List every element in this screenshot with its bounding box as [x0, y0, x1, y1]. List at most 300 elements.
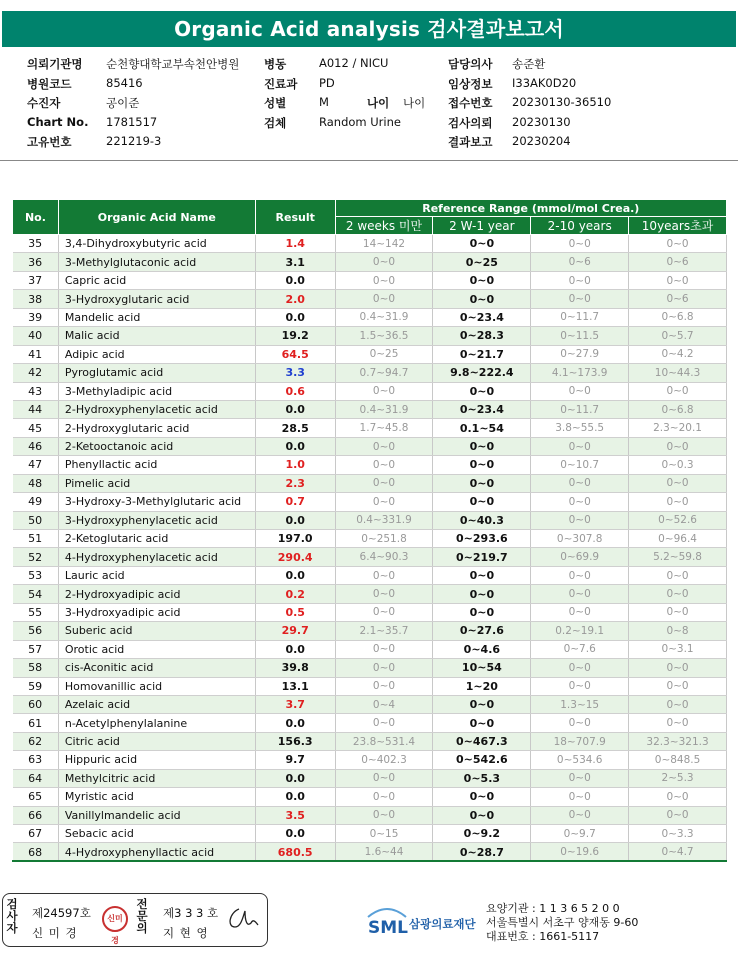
cell-ref-2w-1y: 0~0 [433, 456, 531, 474]
cell-ref-2-10y: 0~307.8 [531, 530, 629, 548]
table-row [13, 788, 727, 806]
cell-ref-2w-1y: 0~4.6 [433, 640, 531, 658]
cell-no: 39 [13, 308, 59, 326]
cell-ref-2-10y: 0~0 [531, 769, 629, 787]
requesting-org: 순천향대학교부속천안병원 [106, 57, 240, 71]
cell-ref-over-10y: 32.3~321.3 [629, 732, 727, 750]
cell-ref-under-2w: 0~15 [335, 825, 433, 843]
cell-ref-2w-1y: 9.8~222.4 [433, 364, 531, 382]
examiner-license: 제24597호 [32, 906, 91, 920]
cell-ref-2-10y: 0~9.7 [531, 825, 629, 843]
cell-ref-2w-1y: 0~0 [433, 437, 531, 455]
cell-ref-over-10y: 2.3~20.1 [629, 419, 727, 437]
cell-result: 290.4 [255, 548, 335, 566]
cell-result: 19.2 [255, 327, 335, 345]
cell-ref-over-10y: 0~0 [629, 695, 727, 713]
cell-acid-name: Pimelic acid [58, 474, 255, 492]
divider [0, 160, 738, 161]
cell-ref-under-2w: 0~0 [335, 640, 433, 658]
cell-ref-2-10y: 0~534.6 [531, 751, 629, 769]
hospital-code: 85416 [106, 75, 143, 90]
cell-ref-over-10y: 0~3.1 [629, 640, 727, 658]
cell-ref-under-2w: 0~0 [335, 290, 433, 308]
cell-acid-name: 2-Ketooctanoic acid [58, 437, 255, 455]
cell-ref-over-10y: 0~4.2 [629, 345, 727, 363]
cell-no: 36 [13, 253, 59, 271]
cell-acid-name: Azelaic acid [58, 695, 255, 713]
cell-ref-under-2w: 0~0 [335, 788, 433, 806]
table-row [13, 677, 727, 695]
doctor: 송준환 [512, 57, 546, 71]
cell-ref-2-10y: 0~0 [531, 603, 629, 621]
cell-ref-2-10y: 0~0 [531, 566, 629, 584]
table-row [13, 640, 727, 658]
cell-no: 50 [13, 511, 59, 529]
cell-acid-name: Lauric acid [58, 566, 255, 584]
table-row [13, 437, 727, 455]
cell-result: 0.0 [255, 769, 335, 787]
cell-result: 0.0 [255, 714, 335, 732]
cell-ref-over-10y: 0~0 [629, 566, 727, 584]
cell-no: 42 [13, 364, 59, 382]
patient-label: 수진자 [27, 96, 61, 110]
cell-ref-2-10y: 0~19.6 [531, 843, 629, 861]
cell-ref-under-2w: 1.6~44 [335, 843, 433, 861]
table-row [13, 511, 727, 529]
cell-acid-name: 2-Ketoglutaric acid [58, 530, 255, 548]
cell-acid-name: Vanillylmandelic acid [58, 806, 255, 824]
cell-result: 29.7 [255, 622, 335, 640]
cell-ref-over-10y: 0~0 [629, 677, 727, 695]
cell-ref-2w-1y: 0~0 [433, 474, 531, 492]
col-no: No. [13, 200, 59, 235]
cell-acid-name: 4-Hydroxyphenylacetic acid [58, 548, 255, 566]
col-ref-over-10y: 10years초과 [629, 217, 727, 235]
cell-ref-2w-1y: 0~27.6 [433, 622, 531, 640]
cell-no: 57 [13, 640, 59, 658]
table-row [13, 751, 727, 769]
sex: M [319, 95, 329, 109]
cell-ref-under-2w: 0~25 [335, 345, 433, 363]
table-row [13, 548, 727, 566]
hospital-code-label: 병원코드 [27, 76, 72, 91]
cell-result: 0.5 [255, 603, 335, 621]
cell-acid-name: Hippuric acid [58, 751, 255, 769]
cell-result: 13.1 [255, 677, 335, 695]
cell-ref-over-10y: 0~0 [629, 714, 727, 732]
cell-no: 47 [13, 456, 59, 474]
cell-ref-under-2w: 0~402.3 [335, 751, 433, 769]
cell-ref-2w-1y: 10~54 [433, 659, 531, 677]
table-row [13, 308, 727, 326]
sml-logo-icon [366, 903, 408, 937]
cell-ref-over-10y: 0~52.6 [629, 511, 727, 529]
signature-icon [225, 903, 261, 935]
unique-no-label: 고유번호 [27, 135, 72, 149]
clinical-info: I33AK0D20 [512, 75, 577, 90]
cell-ref-over-10y: 0~0 [629, 788, 727, 806]
cell-ref-under-2w: 1.7~45.8 [335, 419, 433, 437]
cell-acid-name: 3-Methylglutaconic acid [58, 253, 255, 271]
cell-no: 56 [13, 622, 59, 640]
cell-ref-2-10y: 0.2~19.1 [531, 622, 629, 640]
cell-ref-over-10y: 0~0 [629, 806, 727, 824]
cell-result: 0.2 [255, 585, 335, 603]
cell-ref-2-10y: 0~0 [531, 235, 629, 253]
table-row [13, 290, 727, 308]
cell-ref-over-10y: 0~848.5 [629, 751, 727, 769]
chart-no: 1781517 [106, 114, 158, 129]
cell-result: 2.0 [255, 290, 335, 308]
cell-ref-2w-1y: 0~21.7 [433, 345, 531, 363]
cell-result: 197.0 [255, 530, 335, 548]
age-label: 나이 [367, 96, 390, 110]
cell-ref-under-2w: 0.7~94.7 [335, 364, 433, 382]
ward-label: 병동 [264, 57, 287, 71]
cell-result: 0.6 [255, 382, 335, 400]
cell-ref-over-10y: 0~0 [629, 474, 727, 492]
cell-ref-2w-1y: 0~0 [433, 788, 531, 806]
cell-no: 60 [13, 695, 59, 713]
cell-ref-over-10y: 0~0 [629, 493, 727, 511]
examiner-label: 검사자 [6, 897, 18, 935]
table-row [13, 659, 727, 677]
cell-ref-over-10y: 0~6 [629, 290, 727, 308]
cell-acid-name: Mandelic acid [58, 308, 255, 326]
confirmer-license: 제3 3 3 호 [163, 906, 219, 920]
cell-ref-2w-1y: 0~0 [433, 493, 531, 511]
cell-result: 680.5 [255, 843, 335, 861]
patient-name: 공이준 [106, 96, 140, 110]
cell-ref-over-10y: 0~3.3 [629, 825, 727, 843]
cell-ref-over-10y: 0~6.8 [629, 308, 727, 326]
cell-ref-2-10y: 3.8~55.5 [531, 419, 629, 437]
cell-no: 68 [13, 843, 59, 861]
org-name: 삼광의료재단 [409, 917, 476, 931]
cell-result: 0.0 [255, 271, 335, 289]
cell-result: 0.0 [255, 308, 335, 326]
cell-ref-2-10y: 0~11.5 [531, 327, 629, 345]
cell-ref-2-10y: 0~0 [531, 806, 629, 824]
cell-ref-under-2w: 14~142 [335, 235, 433, 253]
cell-ref-under-2w: 0~0 [335, 271, 433, 289]
cell-ref-under-2w: 0~0 [335, 714, 433, 732]
cell-ref-under-2w: 0~0 [335, 806, 433, 824]
cell-ref-under-2w: 0~0 [335, 437, 433, 455]
cell-acid-name: 3-Hydroxyadipic acid [58, 603, 255, 621]
col-name: Organic Acid Name [58, 200, 255, 235]
cell-no: 44 [13, 400, 59, 418]
table-row [13, 474, 727, 492]
cell-ref-2w-1y: 0~23.4 [433, 400, 531, 418]
cell-ref-under-2w: 0~0 [335, 493, 433, 511]
cell-acid-name: 3-Hydroxyglutaric acid [58, 290, 255, 308]
cell-ref-2-10y: 0~0 [531, 788, 629, 806]
cell-ref-2-10y: 0~0 [531, 659, 629, 677]
cell-acid-name: Citric acid [58, 732, 255, 750]
cell-ref-under-2w: 23.8~531.4 [335, 732, 433, 750]
table-row [13, 530, 727, 548]
cell-ref-2w-1y: 0~25 [433, 253, 531, 271]
chart-no-label: Chart No. [27, 114, 89, 129]
cell-acid-name: cis-Aconitic acid [58, 659, 255, 677]
cell-result: 3.5 [255, 806, 335, 824]
cell-ref-over-10y: 2~5.3 [629, 769, 727, 787]
table-row [13, 806, 727, 824]
cell-ref-2-10y: 0~27.9 [531, 345, 629, 363]
cell-ref-under-2w: 0~0 [335, 659, 433, 677]
confirmer-name: 지 현 영 [163, 926, 209, 940]
cell-ref-over-10y: 10~44.3 [629, 364, 727, 382]
cell-no: 37 [13, 271, 59, 289]
cell-ref-2w-1y: 0~467.3 [433, 732, 531, 750]
cell-result: 2.3 [255, 474, 335, 492]
cell-ref-under-2w: 0~0 [335, 603, 433, 621]
patient-info [27, 54, 717, 152]
cell-result: 0.7 [255, 493, 335, 511]
table-row [13, 235, 727, 253]
table-row [13, 585, 727, 603]
cell-acid-name: Homovanillic acid [58, 677, 255, 695]
col-ref-under-2w: 2 weeks 미만 [335, 217, 433, 235]
cell-ref-over-10y: 5.2~59.8 [629, 548, 727, 566]
cell-no: 65 [13, 788, 59, 806]
cell-ref-under-2w: 0~0 [335, 382, 433, 400]
cell-ref-over-10y: 0~0 [629, 271, 727, 289]
cell-no: 48 [13, 474, 59, 492]
cell-ref-over-10y: 0~6.8 [629, 400, 727, 418]
cell-no: 59 [13, 677, 59, 695]
cell-ref-2-10y: 0~0 [531, 474, 629, 492]
cell-ref-under-2w: 0~251.8 [335, 530, 433, 548]
cell-ref-2-10y: 0~7.6 [531, 640, 629, 658]
cell-no: 58 [13, 659, 59, 677]
cell-ref-2-10y: 0~11.7 [531, 308, 629, 326]
examiner-name: 신 미 경 [32, 926, 78, 940]
table-row [13, 271, 727, 289]
cell-no: 52 [13, 548, 59, 566]
cell-ref-under-2w: 6.4~90.3 [335, 548, 433, 566]
table-row [13, 695, 727, 713]
cell-ref-under-2w: 0.4~331.9 [335, 511, 433, 529]
cell-acid-name: Phenyllactic acid [58, 456, 255, 474]
cell-acid-name: 3,4-Dihydroxybutyric acid [58, 235, 255, 253]
table-row [13, 345, 727, 363]
cell-ref-under-2w: 0.4~31.9 [335, 308, 433, 326]
cell-ref-2w-1y: 0~293.6 [433, 530, 531, 548]
cell-no: 43 [13, 382, 59, 400]
cell-acid-name: Capric acid [58, 271, 255, 289]
cell-ref-2w-1y: 0~5.3 [433, 769, 531, 787]
cell-ref-under-2w: 0~0 [335, 566, 433, 584]
cell-ref-over-10y: 0~4.7 [629, 843, 727, 861]
cell-ref-under-2w: 0~0 [335, 253, 433, 271]
table-row [13, 603, 727, 621]
cell-ref-2w-1y: 0~40.3 [433, 511, 531, 529]
institution-code: 요양기관 : 1 1 3 6 5 2 0 0 [486, 902, 620, 915]
cell-result: 0.0 [255, 825, 335, 843]
receipt-label: 접수번호 [448, 96, 493, 110]
cell-ref-2-10y: 4.1~173.9 [531, 364, 629, 382]
cell-ref-under-2w: 0~0 [335, 474, 433, 492]
cell-acid-name: 2-Hydroxyphenylacetic acid [58, 400, 255, 418]
cell-ref-2w-1y: 0~28.3 [433, 327, 531, 345]
cell-result: 39.8 [255, 659, 335, 677]
cell-acid-name: 3-Hydroxy-3-Methylglutaric acid [58, 493, 255, 511]
cell-ref-under-2w: 0~0 [335, 677, 433, 695]
cell-ref-2w-1y: 0~0 [433, 585, 531, 603]
cell-ref-2-10y: 0~0 [531, 493, 629, 511]
sex-label: 성별 [264, 96, 287, 110]
table-row [13, 843, 727, 861]
cell-result: 0.0 [255, 788, 335, 806]
cell-acid-name: Adipic acid [58, 345, 255, 363]
results-table [12, 199, 727, 862]
table-row [13, 382, 727, 400]
unique-no: 221219-3 [106, 134, 162, 148]
cell-ref-under-2w: 0~0 [335, 585, 433, 603]
cell-ref-2-10y: 0~0 [531, 382, 629, 400]
receipt-no: 20230130-36510 [512, 95, 612, 109]
cell-ref-2-10y: 0~69.9 [531, 548, 629, 566]
cell-ref-over-10y: 0~0 [629, 437, 727, 455]
specimen-label: 검체 [264, 115, 287, 130]
table-bottom-rule [12, 860, 727, 862]
org-address-block [486, 902, 638, 944]
cell-ref-under-2w: 0~4 [335, 695, 433, 713]
cell-ref-under-2w: 0~0 [335, 456, 433, 474]
cell-no: 40 [13, 327, 59, 345]
org-phone: 대표번호 : 1661-5117 [486, 930, 600, 943]
table-row [13, 825, 727, 843]
cell-acid-name: Malic acid [58, 327, 255, 345]
ward: A012 / NICU [319, 56, 389, 70]
cell-ref-2-10y: 0~0 [531, 511, 629, 529]
cell-ref-2-10y: 0~0 [531, 290, 629, 308]
sml-logo [366, 903, 476, 941]
cell-ref-2-10y: 0~10.7 [531, 456, 629, 474]
report-title: Organic Acid analysis 검사결과보고서 [2, 11, 736, 47]
cell-ref-2w-1y: 0~0 [433, 566, 531, 584]
specimen: Random Urine [319, 114, 401, 129]
cell-ref-2-10y: 0~6 [531, 253, 629, 271]
doctor-label: 담당의사 [448, 57, 493, 71]
cell-no: 49 [13, 493, 59, 511]
org-address: 서울특별시 서초구 양재동 9-60 [486, 916, 639, 929]
cell-no: 46 [13, 437, 59, 455]
report-date: 20230204 [512, 134, 571, 148]
cell-ref-2w-1y: 0.1~54 [433, 419, 531, 437]
cell-ref-over-10y: 0~0.3 [629, 456, 727, 474]
cell-result: 3.1 [255, 253, 335, 271]
cell-no: 62 [13, 732, 59, 750]
cell-ref-over-10y: 0~0 [629, 585, 727, 603]
cell-ref-2w-1y: 0~0 [433, 695, 531, 713]
cell-ref-over-10y: 0~96.4 [629, 530, 727, 548]
cell-ref-2-10y: 0~0 [531, 585, 629, 603]
cell-result: 64.5 [255, 345, 335, 363]
cell-no: 55 [13, 603, 59, 621]
cell-result: 156.3 [255, 732, 335, 750]
cell-ref-2-10y: 0~0 [531, 271, 629, 289]
table-row [13, 769, 727, 787]
table-row [13, 732, 727, 750]
requesting-org-label: 의뢰기관명 [27, 57, 83, 71]
col-result: Result [255, 200, 335, 235]
request-date: 20230130 [512, 114, 571, 129]
cell-result: 0.0 [255, 566, 335, 584]
cell-acid-name: n-Acetylphenylalanine [58, 714, 255, 732]
cell-result: 28.5 [255, 419, 335, 437]
table-row [13, 493, 727, 511]
results-body [13, 235, 727, 862]
cell-no: 45 [13, 419, 59, 437]
age: 나이 [403, 96, 426, 110]
cell-ref-2w-1y: 0~542.6 [433, 751, 531, 769]
cell-no: 53 [13, 566, 59, 584]
examiner-seal: 신미경 [102, 906, 128, 932]
cell-ref-2w-1y: 0~0 [433, 235, 531, 253]
col-reference: Reference Range (mmol/mol Crea.) [335, 200, 726, 217]
cell-no: 61 [13, 714, 59, 732]
cell-acid-name: 2-Hydroxyadipic acid [58, 585, 255, 603]
confirmer-label: 전문의 [136, 897, 148, 935]
cell-acid-name: Pyroglutamic acid [58, 364, 255, 382]
cell-ref-2w-1y: 0~0 [433, 271, 531, 289]
cell-ref-2w-1y: 0~0 [433, 806, 531, 824]
cell-ref-2w-1y: 0~28.7 [433, 843, 531, 861]
sml-logo-text: SML [368, 918, 408, 937]
cell-result: 0.0 [255, 437, 335, 455]
cell-acid-name: 2-Hydroxyglutaric acid [58, 419, 255, 437]
cell-ref-under-2w: 2.1~35.7 [335, 622, 433, 640]
table-row [13, 253, 727, 271]
cell-result: 0.0 [255, 400, 335, 418]
cell-result: 9.7 [255, 751, 335, 769]
cell-acid-name: Sebacic acid [58, 825, 255, 843]
cell-no: 51 [13, 530, 59, 548]
cell-ref-2w-1y: 0~219.7 [433, 548, 531, 566]
dept-label: 진료과 [264, 76, 298, 91]
cell-no: 38 [13, 290, 59, 308]
cell-ref-2w-1y: 0~0 [433, 290, 531, 308]
cell-ref-under-2w: 1.5~36.5 [335, 327, 433, 345]
table-row [13, 419, 727, 437]
cell-ref-2-10y: 0~0 [531, 714, 629, 732]
cell-result: 1.4 [255, 235, 335, 253]
cell-acid-name: Suberic acid [58, 622, 255, 640]
cell-ref-2-10y: 0~11.7 [531, 400, 629, 418]
cell-ref-2w-1y: 1~20 [433, 677, 531, 695]
cell-acid-name: 3-Hydroxyphenylacetic acid [58, 511, 255, 529]
cell-result: 3.7 [255, 695, 335, 713]
cell-result: 1.0 [255, 456, 335, 474]
cell-result: 3.3 [255, 364, 335, 382]
cell-ref-over-10y: 0~0 [629, 659, 727, 677]
report-date-label: 결과보고 [448, 135, 493, 149]
cell-ref-2w-1y: 0~0 [433, 603, 531, 621]
cell-ref-over-10y: 0~0 [629, 382, 727, 400]
cell-no: 54 [13, 585, 59, 603]
cell-ref-2w-1y: 0~0 [433, 382, 531, 400]
cell-no: 63 [13, 751, 59, 769]
cell-ref-over-10y: 0~0 [629, 603, 727, 621]
cell-ref-under-2w: 0~0 [335, 769, 433, 787]
cell-ref-2w-1y: 0~23.4 [433, 308, 531, 326]
cell-ref-under-2w: 0.4~31.9 [335, 400, 433, 418]
col-ref-2w-1y: 2 W-1 year [433, 217, 531, 235]
cell-result: 0.0 [255, 511, 335, 529]
